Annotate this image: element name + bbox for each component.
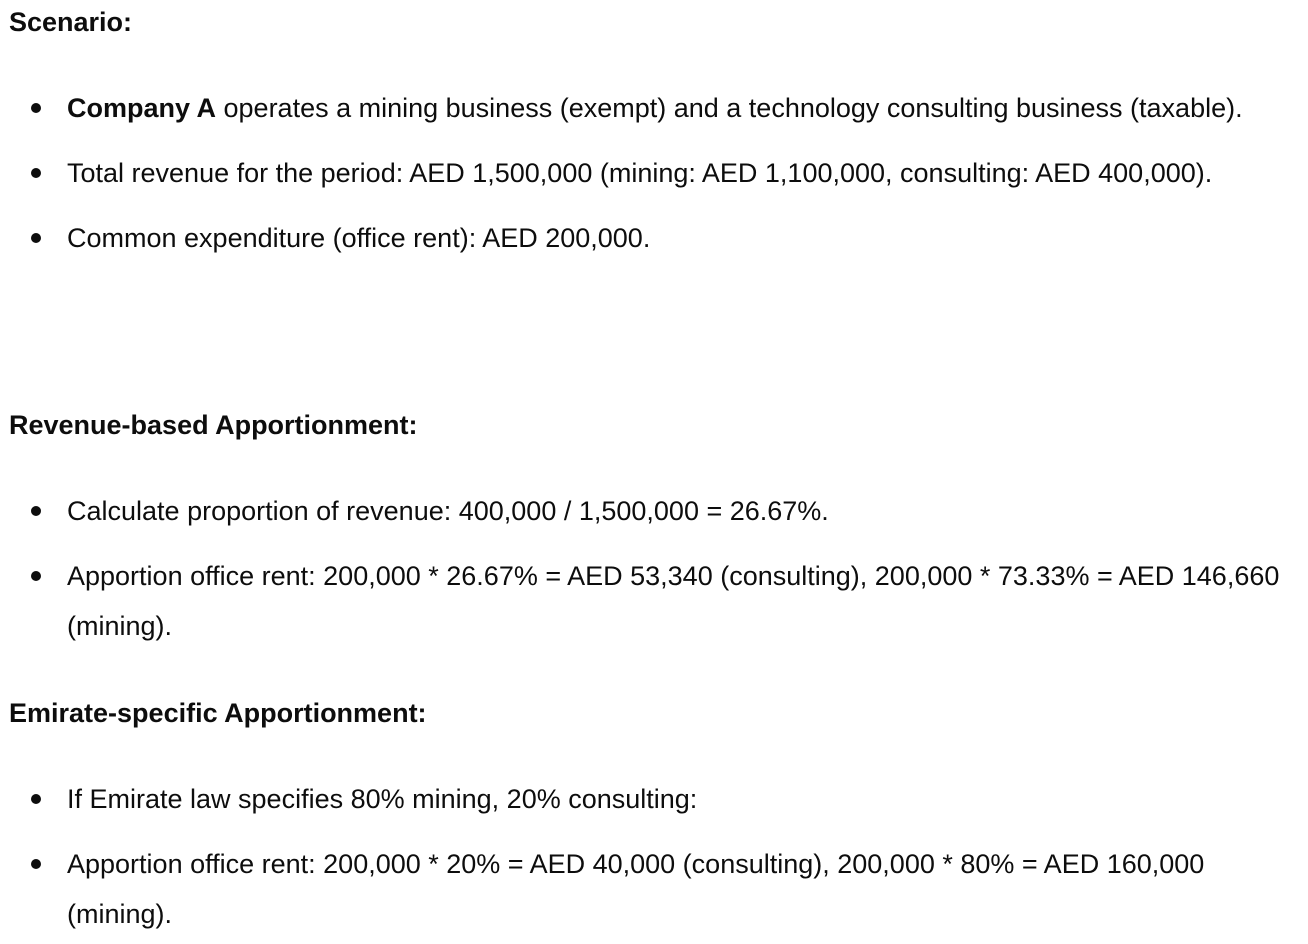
bullet-icon [31, 103, 41, 113]
bullet-icon [31, 233, 41, 243]
list-item-text: Apportion office rent: 200,000 * 20% = AED 40,000 (consulting), 200,000 * 80% = AED 160,000 (mining). [67, 849, 1205, 929]
list-item [0, 213, 1308, 263]
company-name: Company A [67, 93, 217, 123]
emirate-heading: Emirate-specific Apportionment: [9, 698, 427, 728]
scenario-heading: Scenario: [9, 7, 133, 37]
revenue-heading: Revenue-based Apportionment: [9, 410, 418, 440]
list-item [0, 774, 1308, 824]
bullet-icon [31, 859, 41, 869]
list-item-text: Common expenditure (office rent): AED 200,000. [67, 223, 651, 253]
list-item [0, 551, 1308, 651]
list-item [0, 83, 1308, 133]
list-item [0, 839, 1308, 939]
list-item-text: If Emirate law specifies 80% mining, 20% consulting: [67, 784, 698, 814]
list-item-text: operates a mining business (exempt) and a technology consulting business (taxable). [216, 93, 1243, 123]
revenue-list [0, 486, 1308, 651]
bullet-icon [31, 168, 41, 178]
list-item-text: Total revenue for the period: AED 1,500,000 (mining: AED 1,100,000, consulting: AED 400,000). [67, 158, 1213, 188]
bullet-icon [31, 571, 41, 581]
bullet-icon [31, 506, 41, 516]
list-item-text: Calculate proportion of revenue: 400,000 / 1,500,000 = 26.67%. [67, 496, 829, 526]
emirate-list [0, 774, 1308, 939]
scenario-list [0, 83, 1308, 263]
list-item [0, 148, 1308, 198]
list-item-text: Apportion office rent: 200,000 * 26.67% = AED 53,340 (consulting), 200,000 * 73.33% = AED 146,660 (mining). [67, 561, 1280, 641]
list-item [0, 486, 1308, 536]
bullet-icon [31, 794, 41, 804]
